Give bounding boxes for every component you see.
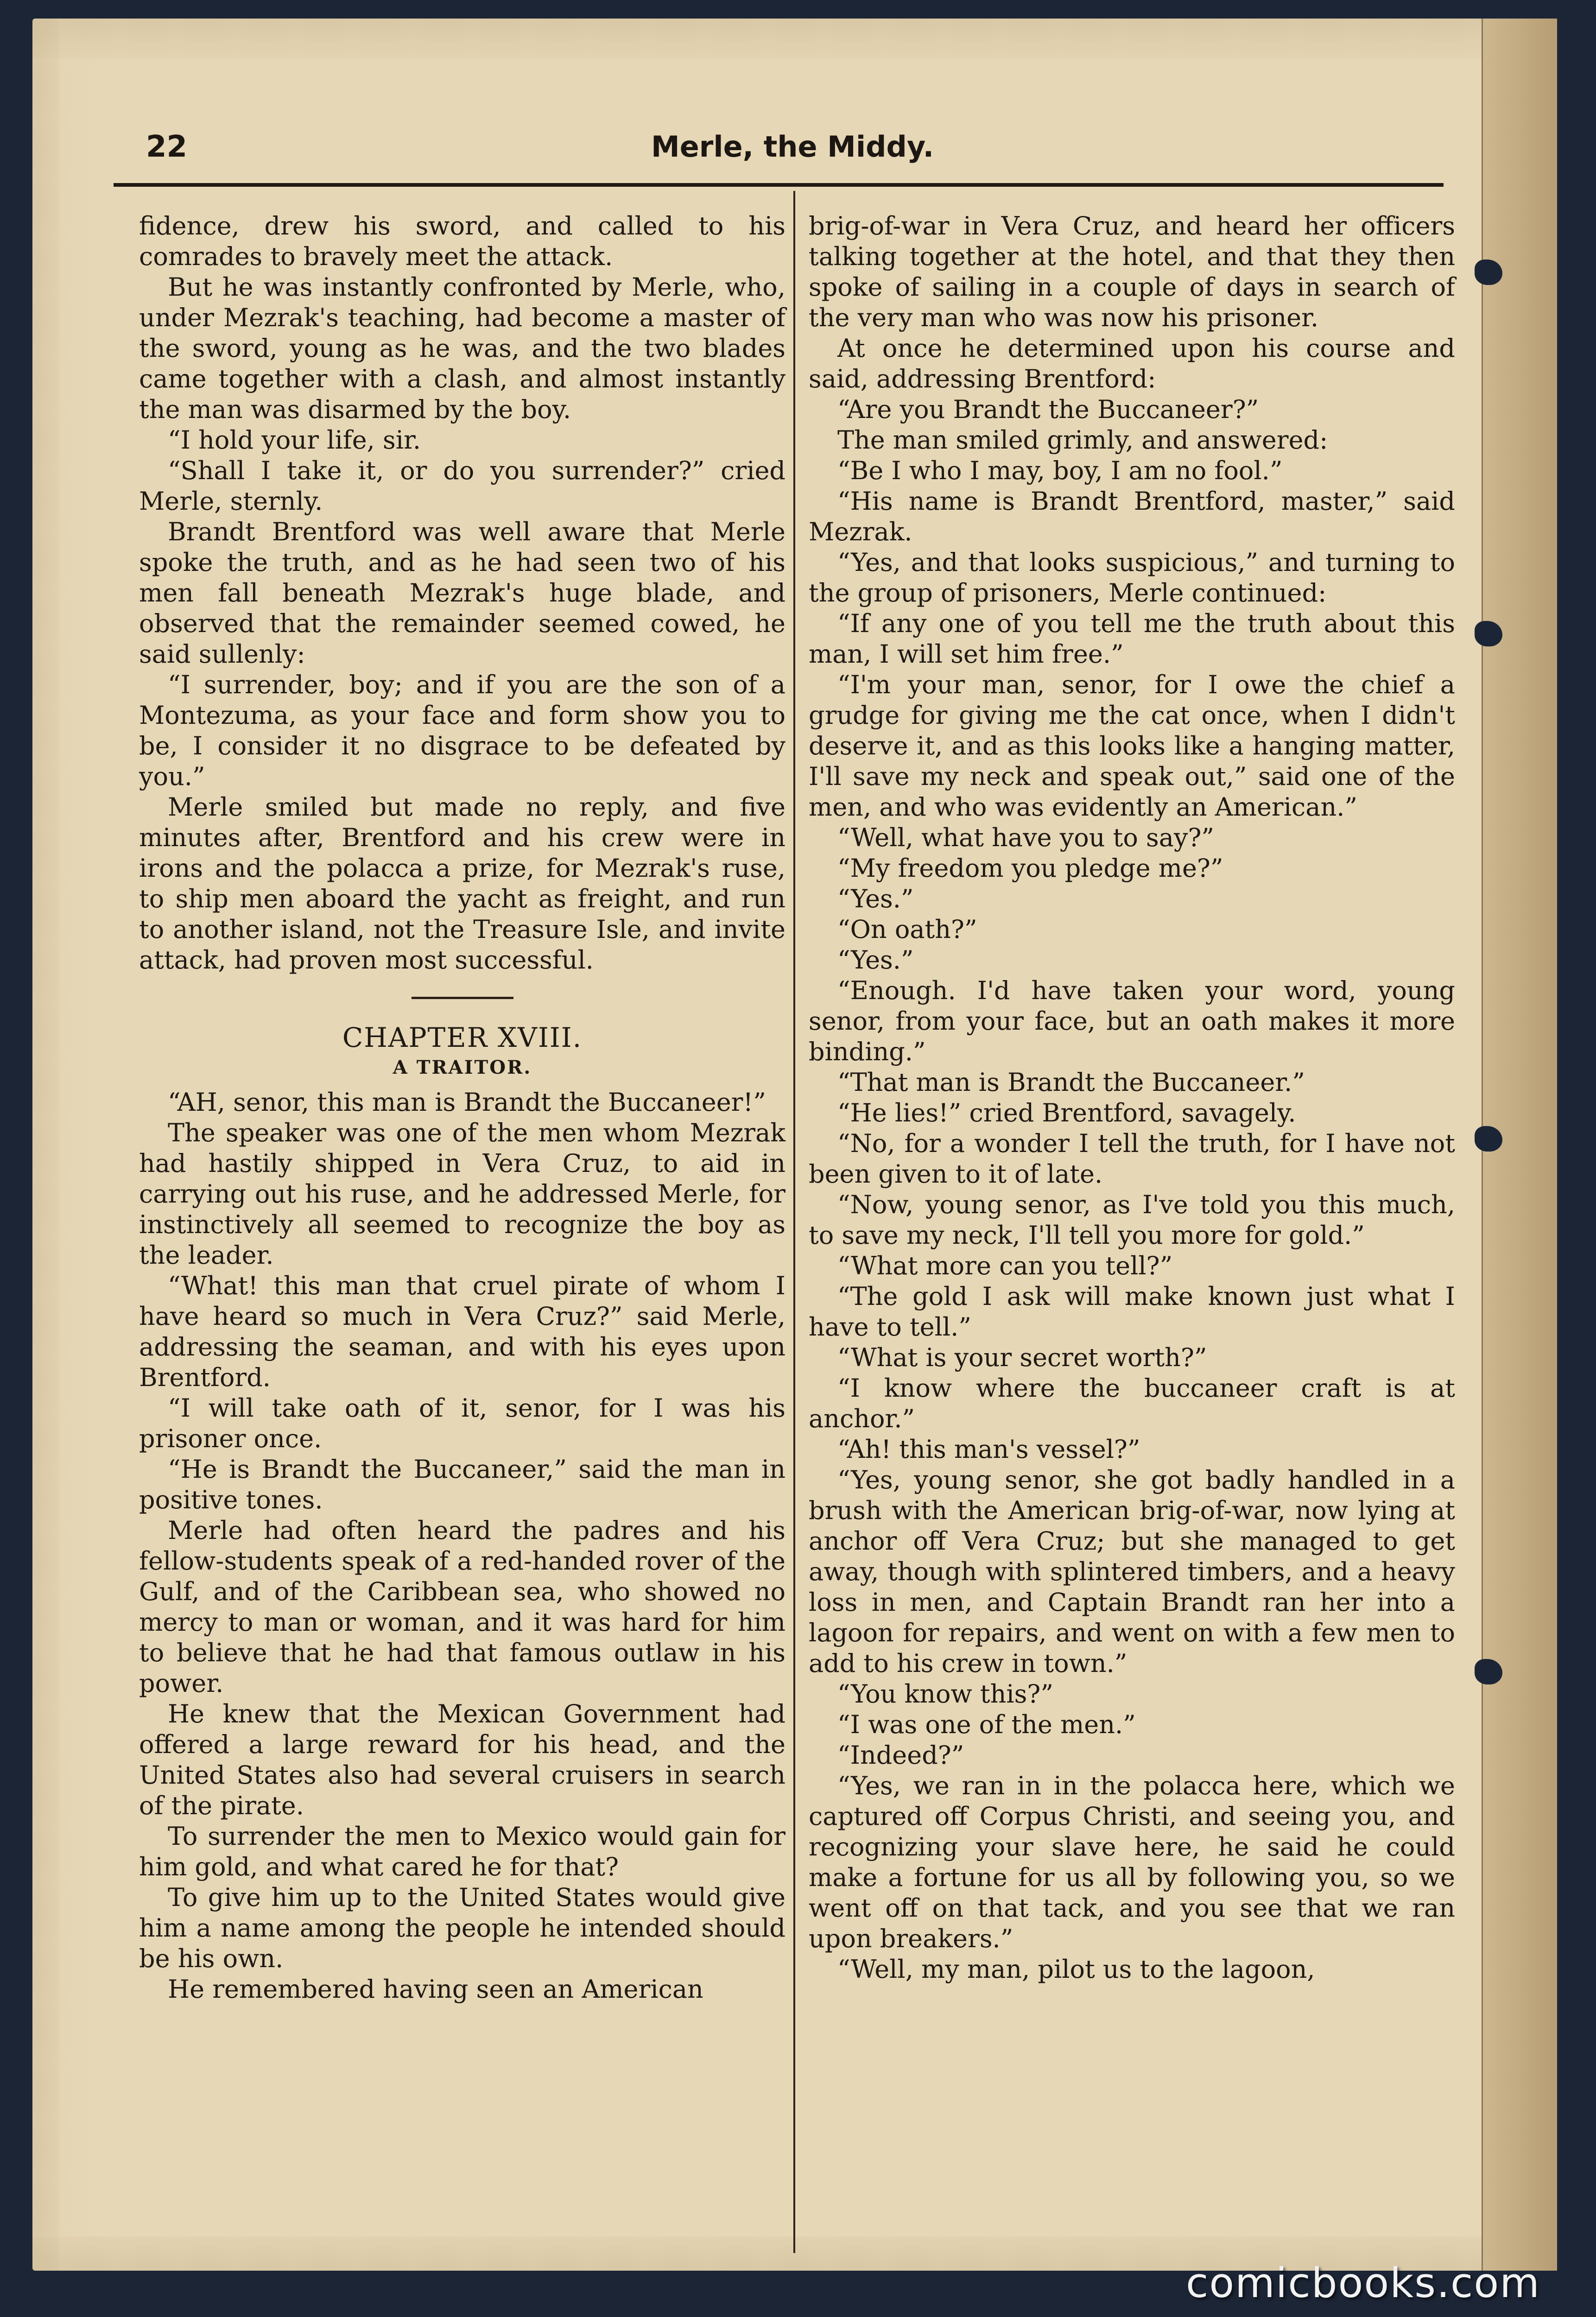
watermark: comicbooks.com <box>1185 2259 1540 2307</box>
paragraph: The man smiled grimly, and answered: <box>837 425 1328 455</box>
paragraph: Merle smiled but made no reply, and five minutes after, Brentford and his crew were in irons and the polacca a prize, for Mezrak's ruse, to ship men aboard the yacht as freight, and run to another island, not the Treasure Isle, and invite attack, had proven most successful. <box>139 792 785 975</box>
paragraph: “His name is Brandt Brentford, master,” said Mezrak. <box>809 487 1455 546</box>
paragraph: “Enough. I'd have taken your word, young senor, from your face, but an oath makes it more binding.” <box>809 976 1455 1066</box>
paragraph: “He lies!” cried Brentford, savagely. <box>837 1098 1296 1127</box>
paragraph: “Yes.” <box>837 884 914 913</box>
paragraph: “The gold I ask will make known just what I have to tell.” <box>809 1282 1455 1342</box>
paragraph: “Ah! this man's vessel?” <box>837 1435 1140 1464</box>
paragraph: “What! this man that cruel pirate of whom I have heard so much in Vera Cruz?” said Merle, addressing the seaman, and with his eyes upon Brentford. <box>139 1271 785 1392</box>
paragraph: “I will take oath of it, senor, for I was his prisoner once. <box>139 1393 785 1453</box>
chapter-heading: CHAPTER XVIII. <box>342 1022 583 1053</box>
chapter-subtitle: A TRAITOR. <box>393 1057 532 1078</box>
paragraph: “What is your secret worth?” <box>837 1343 1207 1372</box>
paragraph: “What more can you tell?” <box>837 1251 1173 1280</box>
left-column <box>139 211 785 2005</box>
paragraph: “I surrender, boy; and if you are the son of a Montezuma, as your face and form show you to be, I consider it no disgrace to be defeated by you.” <box>139 670 785 791</box>
paragraph: “Yes, young senor, she got badly handled in a brush with the American brig-of-war, now lying at anchor off Vera Cruz; but she managed to get away, though with splintered timbers, and a heavy loss in men, and Captain Brandt ran her into a lagoon for repairs, and went on with a few men to add to his crew in town.” <box>809 1465 1455 1678</box>
staple-hole <box>1475 621 1502 646</box>
paragraph: He remembered having seen an American <box>168 1975 703 2004</box>
paragraph: “Yes.” <box>837 945 914 975</box>
page-header <box>114 116 1444 171</box>
paragraph: “Be I who I may, boy, I am no fool.” <box>837 456 1283 485</box>
paragraph: He knew that the Mexican Government had offered a large reward for his head, and the United States also had several cruisers in search of the pirate. <box>139 1699 785 1820</box>
paragraph: “Yes, we ran in in the polacca here, which we captured off Corpus Christi, and seeing you, and recognizing your slave here, he said he could make a fortune for us all by following you, so we went off on that tack, and you see that we ran upon breakers.” <box>809 1771 1455 1953</box>
paragraph: To surrender the men to Mexico would gain for him gold, and what cared he for that? <box>139 1822 785 1881</box>
running-title: Merle, the Middy. <box>651 130 934 164</box>
paragraph: “That man is Brandt the Buccaneer.” <box>837 1068 1305 1097</box>
paragraph: “I know where the buccaneer craft is at anchor.” <box>809 1374 1455 1433</box>
chapter-break <box>139 997 785 1082</box>
paragraph: “He is Brandt the Buccaneer,” said the man in positive tones. <box>139 1455 785 1514</box>
paragraph: “AH, senor, this man is Brandt the Buccaneer!” <box>168 1088 766 1117</box>
binding-edge <box>1482 19 1557 2271</box>
paragraph: Brandt Brentford was well aware that Merle spoke the truth, and as he had seen two of his men fall beneath Mezrak's huge blade, and observed that the remainder seemed cowed, he said sullenly: <box>139 517 785 669</box>
header-rule <box>114 183 1444 187</box>
column-divider <box>793 191 795 2253</box>
paragraph: “Shall I take it, or do you surrender?” cried Merle, sternly. <box>139 456 785 516</box>
paragraph: “Yes, and that looks suspicious,” and turning to the group of prisoners, Merle continued: <box>809 548 1455 608</box>
paragraph: “Now, young senor, as I've told you this much, to save my neck, I'll tell you more for gold.” <box>809 1190 1455 1250</box>
staple-hole <box>1475 260 1502 285</box>
chapter-rule <box>412 997 513 999</box>
right-column <box>809 211 1455 1985</box>
paragraph: “Are you Brandt the Buccaneer?” <box>837 395 1259 424</box>
staple-hole <box>1475 1659 1502 1684</box>
paragraph: “Well, my man, pilot us to the lagoon, <box>837 1955 1315 1984</box>
paragraph: “My freedom you pledge me?” <box>837 854 1223 883</box>
page-number: 22 <box>146 130 188 164</box>
staple-hole <box>1475 1126 1502 1152</box>
paragraph: “I was one of the men.” <box>837 1710 1136 1739</box>
paragraph: “Well, what have you to say?” <box>837 823 1215 852</box>
paragraph: fidence, drew his sword, and called to his comrades to bravely meet the attack. <box>139 211 785 271</box>
paragraph: brig-of-war in Vera Cruz, and heard her officers talking together at the hotel, and that they then spoke of sailing in a couple of days in search of the very man who was now his prisoner. <box>809 211 1455 332</box>
paragraph: To give him up to the United States would give him a name among the people he intended should be his own. <box>139 1883 785 1973</box>
paragraph: Merle had often heard the padres and his fellow-students speak of a red-handed rover of the Gulf, and of the Caribbean sea, who showed no mercy to man or woman, and it was hard for him to believe that he had that famous outlaw in his power. <box>139 1516 785 1698</box>
paragraph: The speaker was one of the men whom Mezrak had hastily shipped in Vera Cruz, to aid in carrying out his ruse, and he addressed Merle, for instinctively all seemed to recognize the boy as the leader. <box>139 1118 785 1270</box>
paragraph: At once he determined upon his course and said, addressing Brentford: <box>809 334 1455 393</box>
paragraph: “On oath?” <box>837 915 977 944</box>
paragraph: But he was instantly confronted by Merle, who, under Mezrak's teaching, had become a master of the sword, young as he was, and the two blades came together with a clash, and almost instantly the man was disarmed by the boy. <box>139 272 785 424</box>
paragraph: “I'm your man, senor, for I owe the chief a grudge for giving me the cat once, when I didn't deserve it, and as this looks like a hanging matter, I'll save my neck and speak out,” said one of the men, and who was evidently an American.” <box>809 670 1455 822</box>
paragraph: “Indeed?” <box>837 1741 964 1770</box>
paragraph: “I hold your life, sir. <box>168 425 421 455</box>
paragraph: “If any one of you tell me the truth about this man, I will set him free.” <box>809 609 1455 669</box>
paragraph: “No, for a wonder I tell the truth, for I have not been given to it of late. <box>809 1129 1455 1189</box>
paragraph: “You know this?” <box>837 1679 1053 1709</box>
